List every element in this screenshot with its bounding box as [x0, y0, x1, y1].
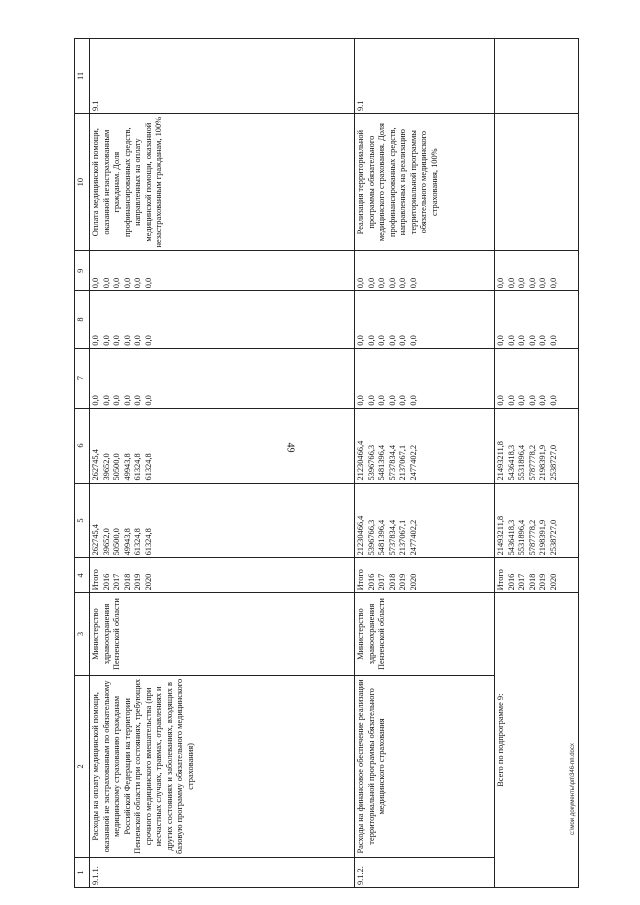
col-header: 8: [75, 291, 90, 348]
total-row: [495, 39, 579, 888]
col-header: 5: [75, 483, 90, 558]
col9-values: 0,0 0,0 0,0 0,0 0,0 0,0: [355, 251, 495, 291]
total-label: Всего по подпрограмме 9:: [495, 593, 579, 888]
col-header: 3: [75, 593, 90, 675]
col-header: 2: [75, 675, 90, 857]
table-row: [355, 39, 495, 888]
header-row: [75, 39, 90, 888]
col-header: 6: [75, 408, 90, 483]
col6-values: 21230466,4 5396766,3 5481396,4 5737834,4 2137067,1 2477402,2: [355, 408, 495, 483]
table-row: [90, 39, 355, 888]
col-header: 9: [75, 251, 90, 291]
empty-cell: [495, 114, 579, 251]
footer-file-path: c:\мои документы\рп\346-пп.docx: [570, 743, 576, 835]
year-list: Итого 2016 2017 2018 2019 2020: [90, 558, 355, 593]
col5-values: 21230466,4 5396766,3 5481396,4 5737834,4 2137067,1 2477402,2: [355, 483, 495, 558]
col9-values: 0,0 0,0 0,0 0,0 0,0 0,0: [90, 251, 355, 291]
col-header: 1: [75, 858, 90, 888]
row-executor: Министерство здравоохранения Пензенской области: [90, 593, 355, 675]
row-indicator: Реализация территориальной программы обязательного медицинского страхования. Доля профинансированных средств, направленных на реализацию территориальной программы обязательного медицинского страхования, 100%: [355, 114, 495, 251]
year-list: Итого 2016 2017 2018 2019 2020: [495, 558, 579, 593]
year-list: Итого 2016 2017 2018 2019 2020: [355, 558, 495, 593]
row-reference: 9.1: [90, 39, 355, 114]
col6-values: 262745,4 39652,0 50500,0 49943,8 61324,8 61324,8: [90, 408, 355, 483]
col7-values: 0,0 0,0 0,0 0,0 0,0 0,0: [90, 348, 355, 408]
col7-values: 0,0 0,0 0,0 0,0 0,0 0,0: [355, 348, 495, 408]
col-header: 11: [75, 39, 90, 114]
col-header: 10: [75, 114, 90, 251]
row-description: Расходы на финансовое обеспечение реализации территориальной программы обязательного медицинского страхования: [355, 675, 495, 857]
row-indicator: Оплата медицинской помощи, оказанной незастрахованным гражданам. Доля профинансированных средств, направленных на оплату медицинской помощи, оказанной незастрахованным гражданам, 100%: [90, 114, 355, 251]
col-header: 7: [75, 348, 90, 408]
col8-values: 0,0 0,0 0,0 0,0 0,0 0,0: [495, 291, 579, 348]
empty-cell: [495, 39, 579, 114]
col7-values: 0,0 0,0 0,0 0,0 0,0 0,0: [495, 348, 579, 408]
row-description: Расходы на оплату медицинской помощи, оказанной не застрахованным по обязательному медицинскому страхованию гражданам Российской Федерации на территории Пензенской области при состояниях, требующих срочного медицинского вмешательства (при несчастных случаях, травмах, отравлениях и других состояниях и заболеваниях, входящих в базовую программу обязательного медицинского страхования): [90, 675, 355, 857]
row-number: 9.1.1.: [90, 858, 355, 888]
col9-values: 0,0 0,0 0,0 0,0 0,0 0,0: [495, 251, 579, 291]
col8-values: 0,0 0,0 0,0 0,0 0,0 0,0: [90, 291, 355, 348]
row-number: 9.1.2.: [355, 858, 495, 888]
row-executor: Министерство здравоохранения Пензенской области: [355, 593, 495, 675]
budget-table: [74, 38, 579, 888]
col8-values: 0,0 0,0 0,0 0,0 0,0 0,0: [355, 291, 495, 348]
page-number: 49: [284, 442, 296, 453]
col5-values: 262745,4 39652,0 50500,0 49943,8 61324,8 61324,8: [90, 483, 355, 558]
col5-values: 21493211,8 5436418,3 5531896,4 5787778,2 2198391,9 2538727,0: [495, 483, 579, 558]
col6-values: 21493211,8 5436418,3 5531896,4 5787778,2 2198391,9 2538727,0: [495, 408, 579, 483]
budget-table-rotated: [74, 38, 579, 888]
col-header: 4: [75, 558, 90, 593]
row-reference: 9.1: [355, 39, 495, 114]
